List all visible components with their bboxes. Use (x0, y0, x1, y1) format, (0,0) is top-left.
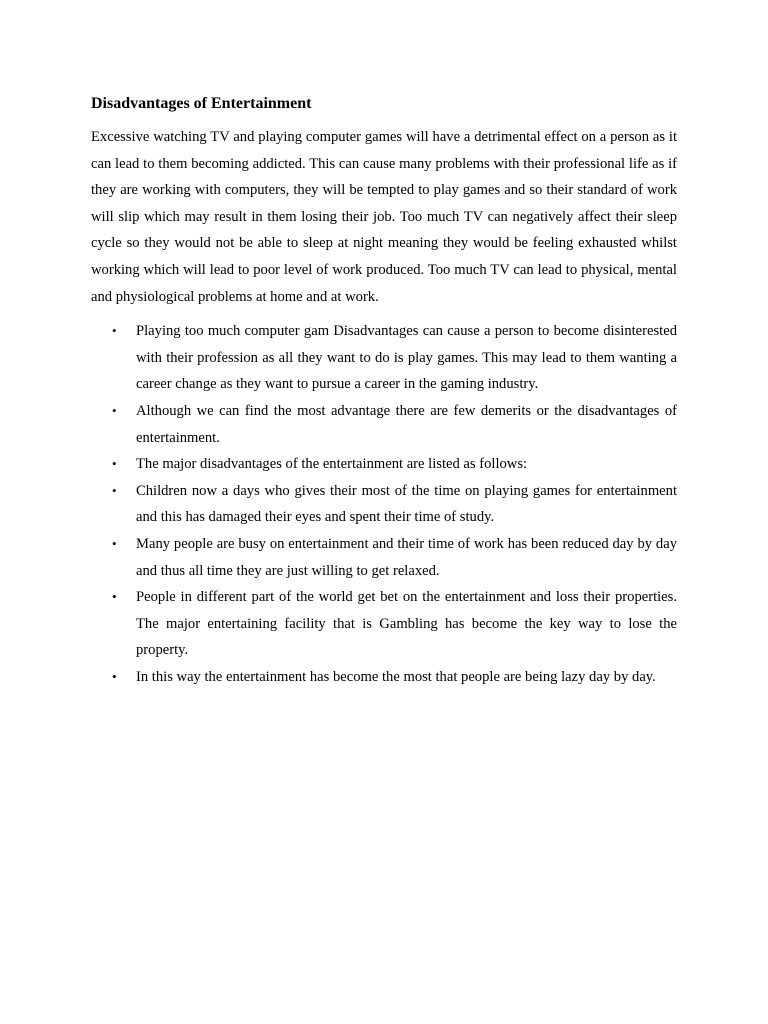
list-item (91, 398, 677, 451)
list-item-text: In this way the entertainment has become the most that people are being lazy day by day. (136, 668, 656, 685)
list-item (91, 318, 677, 398)
list-item-text: Children now a days who gives their most of the time on playing games for entertainment and this has damaged their eyes and spent their time of study. (136, 482, 677, 526)
bullet-icon: • (112, 456, 117, 472)
bullet-icon: • (112, 535, 117, 551)
list-item (91, 584, 677, 664)
document-heading: Disadvantages of Entertainment (91, 95, 312, 112)
list-item-text: People in different part of the world get bet on the entertainment and loss their properties. The major entertaining facility that is Gambling has become the key way to lose the property. (136, 589, 677, 659)
document-page (91, 92, 677, 690)
list-item (91, 664, 677, 691)
bullet-icon: • (112, 589, 117, 605)
disadvantages-list (91, 318, 677, 690)
list-item-text: Although we can find the most advantage there are few demerits or the disadvantages of entertainment. (136, 402, 677, 446)
bullet-icon: • (112, 482, 117, 498)
bullet-icon: • (112, 668, 117, 684)
list-item-text: Many people are busy on entertainment and their time of work has been reduced day by day and thus all time they are just willing to get relaxed. (136, 535, 677, 579)
list-item-text: The major disadvantages of the entertainment are listed as follows: (136, 456, 528, 473)
bullet-icon: • (112, 402, 117, 418)
list-item-text: Playing too much computer gam Disadvantages can cause a person to become disinterested with their profession as all they want to do is play games. This may lead to them wanting a career change as they want to pursue a career in the gaming industry. (136, 323, 677, 393)
list-item (91, 451, 677, 478)
list-item (91, 478, 677, 531)
intro-paragraph: Excessive watching TV and playing computer games will have a detrimental effect on a person as it can lead to them becoming addicted. This can cause many problems with their professional life as if they are working with computers, they will be tempted to play games and so their standard of work will slip which may result in them losing their job. Too much TV can negatively affect their sleep cycle so they would not be able to sleep at night meaning they would be feeling exhausted whilst working which will lead to poor level of work produced. Too much TV can lead to physical, mental and physiological problems at home and at work. (91, 129, 677, 305)
bullet-icon: • (112, 323, 117, 339)
list-item (91, 531, 677, 584)
